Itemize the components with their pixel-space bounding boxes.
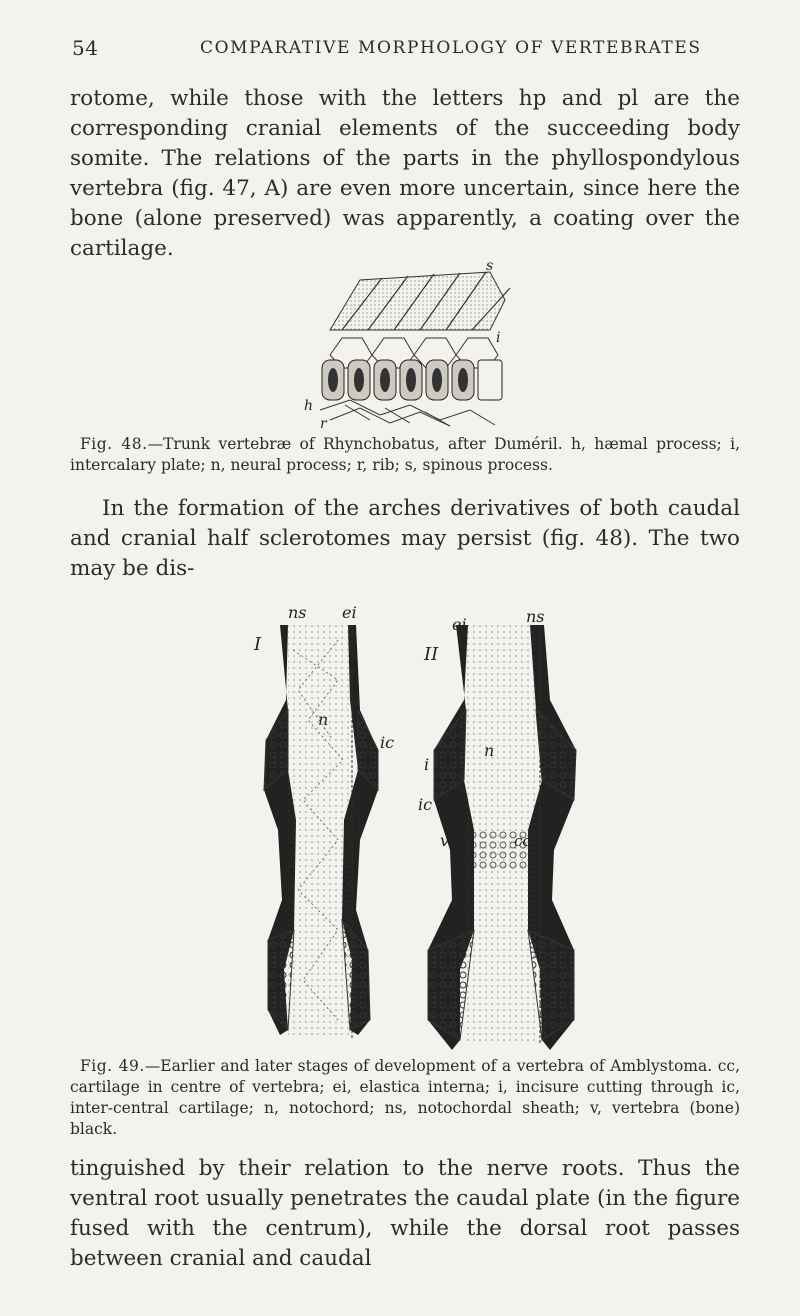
figure-49-caption [70, 1056, 740, 1140]
fig49-n-right: n [484, 741, 495, 760]
fig49-panel-I: I [254, 634, 262, 655]
fig48-label-s: s [486, 260, 494, 274]
fig48-label-r: r [320, 416, 327, 430]
fig49-v-left: v [366, 783, 376, 802]
fig49-ei-left: ei [342, 603, 357, 622]
figure-48 [290, 260, 520, 430]
figure-49 [238, 600, 578, 1060]
figure-49-caption-text: —Earlier and later stages of development of a vertebra of Amblystoma. cc, cartilage in centre of vertebra; ei, elastica interna; i, incisure cutting through ic, inter-central cartilage; n, notochord; ns, notochordal sheath; v, vertebra (bone) black. [70, 1057, 741, 1138]
fig49-ns-right: ns [526, 607, 545, 626]
paragraph-2: In the formation of the arches derivatives of both caudal and cranial half sclerotomes may persist (fig. 48). The two may be dis- [70, 496, 740, 581]
fig49-cc-right: cc [514, 832, 531, 850]
fig49-panel-II: II [424, 644, 439, 665]
running-head: COMPARATIVE MORPHOLOGY OF VERTEBRATES [200, 38, 702, 58]
page-number: 54 [72, 36, 99, 60]
fig49-n-left: n [318, 710, 329, 729]
panel-1 [264, 625, 378, 1040]
fig49-v-right: v [440, 831, 450, 850]
fig48-label-i: i [496, 330, 501, 346]
figure-49-caption-label: Fig. 49. [80, 1057, 145, 1075]
figure-48-caption-text: —Trunk vertebræ of Rhynchobatus, after Duméril. h, hæmal process; i, intercalary plate; n, neural process; r, rib; s, spinous process. [70, 435, 740, 474]
fig48-label-h: h [304, 398, 314, 414]
fig49-ns-left: ns [288, 603, 307, 622]
panel-2 [428, 625, 576, 1050]
figure-49-drawing [238, 600, 578, 1060]
fig49-ic-right: ic [418, 795, 433, 814]
paragraph-1: rotome, while those with the letters hp and pl are the corresponding cranial elements of the succeeding body somite. The relations of the parts in the phyllospondylous vertebra (fig. 47, A) are even more uncertain, since here the bone (alone preserved) was apparently, a coating over the cartilage. [70, 86, 740, 261]
paragraph-3: tinguished by their relation to the nerve roots. Thus the ventral root usually penetrates the caudal plate (in the figure fused with the centrum), while the dorsal root passes between cranial and caudal [70, 1156, 740, 1271]
fig49-ei-right: ei [452, 615, 467, 634]
figure-48-caption-label: Fig. 48. [80, 435, 148, 453]
fig49-i-right: i [424, 755, 430, 774]
figure-48-caption [70, 434, 740, 476]
figure-48-drawing [290, 260, 520, 430]
fig49-ic-left: ic [380, 733, 395, 752]
